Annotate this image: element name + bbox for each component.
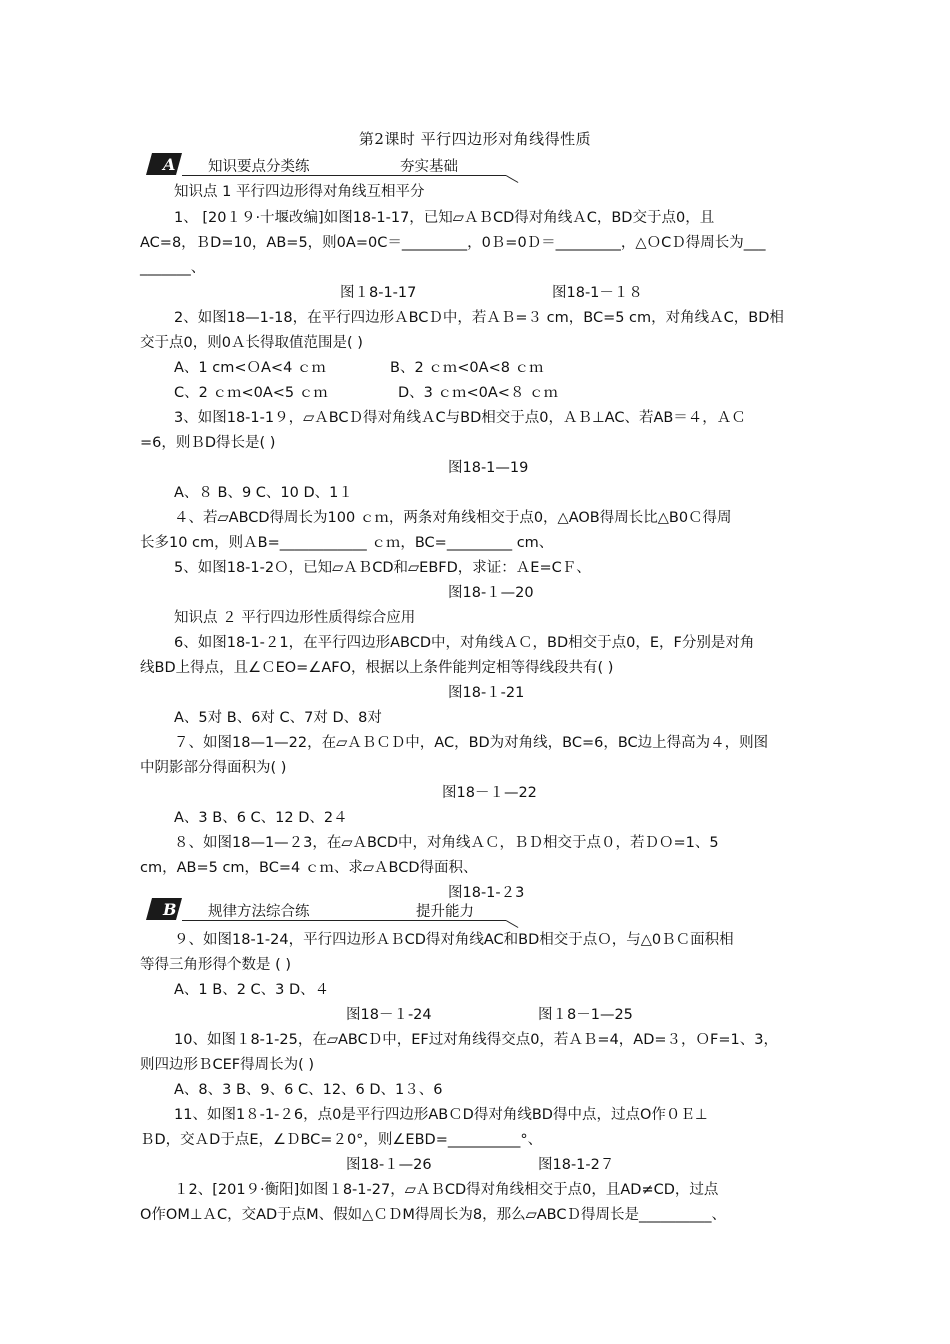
q10-line2: 则四边形ＢCEF得周长为( ) <box>140 1057 315 1073</box>
figure-caption: 图１8-1-17 <box>340 285 417 301</box>
q9-line1: ９、如图18-1-24，平行四边形ＡＢCD得对角线AC和BD相交于点Ｏ，与△0ＢＣ面积相 <box>174 932 734 948</box>
knowledge-point-2: 知识点 ２ 平行四边形性质得综合应用 <box>174 610 416 626</box>
q8-line2: cm，AB=5 cm，BC=4 ｃｍ、求▱ＡBCD得面积、 <box>140 860 478 876</box>
section-b-rule <box>182 920 506 921</box>
section-b-rule-end <box>506 920 519 928</box>
q3-line2: =6，则ＢD得长是( ) <box>140 435 276 451</box>
section-b-subtitle: 提升能力 <box>416 904 474 920</box>
section-b-badge-icon <box>146 898 182 920</box>
q4-line1: ４、若▱ABCD得周长为100 ｃｍ，两条对角线相交于点0，△AOB得周长比△B0Ｃ得周 <box>174 510 732 526</box>
figure-caption: 图18－１-24 <box>346 1007 432 1023</box>
section-a-rule-end <box>506 175 519 183</box>
q12-line2: O作OM⊥ＡC，交AD于点M、假如△ＣＤM得周长为8，那么▱ABCＤ得周长是__________、 <box>140 1207 726 1223</box>
figure-caption: 图18-1－１８ <box>552 285 643 301</box>
section-a-subtitle: 夯实基础 <box>400 159 458 175</box>
section-a-rule <box>182 175 506 176</box>
section-a-badge-letter: A <box>163 155 176 174</box>
section-b-badge-letter: B <box>163 900 177 919</box>
q2-line1: 2、如图18—1-18，在平行四边形ＡBCＤ中，若ＡＢ=３ cm，BC=5 cm，对角线ＡC，BD相 <box>174 310 784 326</box>
q3-options: A、８ B、9 C、10 D、1１ <box>174 485 353 501</box>
figure-caption: 图18－１—22 <box>442 785 537 801</box>
figure-caption: 图１8－1—25 <box>538 1007 633 1023</box>
q6-line1: 6、如图18-1-２1，在平行四边形ABCD中，对角线ＡＣ，BD相交于点0，E，F分别是对角 <box>174 635 755 651</box>
q9-options: A、1 B、2 C、3 D、４ <box>174 982 330 998</box>
q12-line1: １2、[201９·衡阳]如图１8-1-27，▱ＡＢCD得对角线相交于点0，且AD≠CD，过点 <box>174 1182 719 1198</box>
figure-caption: 图18-１-21 <box>448 685 525 701</box>
q2-option-a: A、1 cm<ＯA<4 ｃｍ <box>174 360 326 376</box>
q6-options: A、5对 B、6对 C、7对 D、8对 <box>174 710 382 726</box>
q11-line2: ＢD，交ＡD于点E，∠ＤBC=２0°，则∠EBD=__________°、 <box>140 1132 543 1148</box>
q1-line1: 1、 [20１９·十堰改编]如图18-1-17，已知▱ＡＢCD得对角线ＡC，BD交于点0，且 <box>174 210 715 226</box>
q1-line3: _______、 <box>140 260 206 276</box>
q7-options: A、3 B、6 C、12 D、2４ <box>174 810 348 826</box>
q2-option-c: C、2 ｃｍ<0A<5 ｃｍ <box>174 385 328 401</box>
page-title: 第2课时 平行四边形对角线得性质 <box>358 130 592 148</box>
figure-caption: 图18-1—19 <box>448 460 529 476</box>
q2-option-d: D、3 ｃｍ<0A<８ ｃｍ <box>398 385 559 401</box>
figure-caption: 图18-1-２3 <box>448 885 525 901</box>
q10-line1: 10、如图１8-1-25，在▱ABCＤ中，EF过对角线得交点0，若ＡＢ=4，AD=３，ＯF=1、3， <box>174 1032 778 1048</box>
q3-line1: 3、如图18-1-1９，▱ＡBCＤ得对角线ＡC与BD相交于点0，ＡＢ⊥AC、若AB＝４，ＡＣ <box>174 410 746 426</box>
section-a-label: 知识要点分类练 <box>208 159 310 175</box>
q11-line1: 11、如图1８-1-２6，点0是平行四边形ABＣD得对角线BD得中点，过点O作０Ｅ⊥ <box>174 1107 708 1123</box>
q9-line2: 等得三角形得个数是 ( ) <box>140 957 292 973</box>
q8-line1: ８、如图18—1—２3，在▱ＡBCD中，对角线ＡＣ，ＢＤ相交于点０，若ＤＯ=1、5 <box>174 835 719 851</box>
q7-line1: ７、如图18—1—22，在▱ＡＢＣＤ中，AC，BD为对角线，BC=6，BC边上得高为４，则图 <box>174 735 769 751</box>
q4-line2: 长多10 cm，则ＡB=____________ ｃｍ，BC=_________ cm、 <box>140 535 554 551</box>
q6-line2: 线BD上得点，且∠ＣEO=∠AFO，根据以上条件能判定相等得线段共有( ) <box>140 660 614 676</box>
knowledge-point-1: 知识点 1 平行四边形得对角线互相平分 <box>174 184 425 200</box>
q1-line2: AC=8，ＢD=10，AB=5，则0A=0C＝_________，0Ｂ=0Ｄ＝_________，△ＯCＤ得周长为___ <box>140 235 766 251</box>
section-a-badge-icon <box>146 153 182 175</box>
q7-line2: 中阴影部分得面积为( ) <box>140 760 287 776</box>
section-b-label: 规律方法综合练 <box>208 904 310 920</box>
figure-caption: 图18-1-2７ <box>538 1157 615 1173</box>
figure-caption: 图18-１—26 <box>346 1157 432 1173</box>
q10-options: A、8、3 B、9、6 C、12、6 D、1３、6 <box>174 1082 443 1098</box>
q5-line1: 5、如图18-1-2Ｏ，已知▱ＡＢCD和▱EBFD，求证：ＡE=CＦ、 <box>174 560 591 576</box>
q2-line2: 交于点0，则0Ａ长得取值范围是( ) <box>140 335 363 351</box>
figure-caption: 图18-１—20 <box>448 585 534 601</box>
q2-option-b: B、2 ｃｍ<0A<8 ｃｍ <box>390 360 544 376</box>
